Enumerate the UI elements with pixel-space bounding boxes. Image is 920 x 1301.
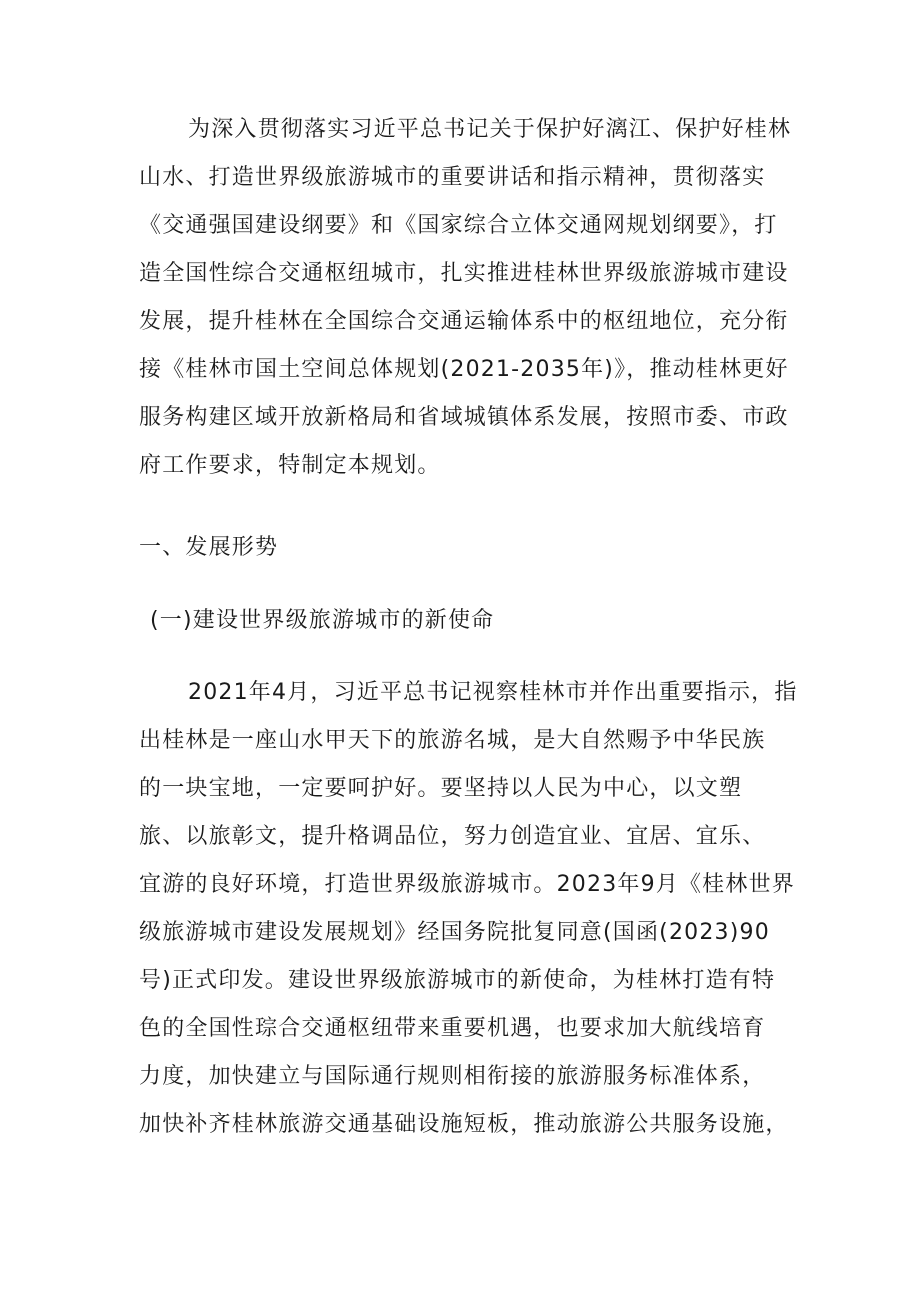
- body-line: 的一块宝地，一定要呵护好。要坚持以人民为中心，以文塑: [139, 776, 743, 801]
- body-line: 力度，加快建立与国际通行规则相衔接的旅游服务标准体系，: [139, 1064, 766, 1089]
- intro-line: 造全国性综合交通枢纽城市，扎实推进桂林世界级旅游城市建设: [139, 261, 789, 286]
- intro-line: 为深入贯彻落实习近平总书记关于保护好漓江、保护好桂林: [188, 117, 792, 142]
- body-line: 加快补齐桂林旅游交通基础设施短板，推动旅游公共服务设施，: [139, 1112, 789, 1137]
- intro-line: 发展，提升桂林在全国综合交通运输体系中的枢纽地位，充分衔: [139, 309, 789, 334]
- body-line: 旅、以旅彰文，提升格调品位，努力创造宜业、宜居、宜乐、: [139, 824, 766, 849]
- body-line: 级旅游城市建设发展规划》经国务院批复同意(国函(2023)90: [139, 920, 770, 945]
- intro-line: 服务构建区域开放新格局和省域城镇体系发展，按照市委、市政: [139, 405, 789, 430]
- intro-line: 接《桂林市国土空间总体规划(2021-2035年)》，推动桂林更好: [139, 357, 789, 382]
- intro-line: 山水、打造世界级旅游城市的重要讲话和指示精神，贯彻落实: [139, 165, 766, 190]
- body-line: 号)正式印发。建设世界级旅游城市的新使命，为桂林打造有特: [139, 968, 776, 993]
- body-line: 色的全国性琮合交通枢纽带来重要机遇，也要求加大航线培育: [139, 1016, 766, 1041]
- body-line: 出桂林是一座山水甲天下的旅游名城，是大自然赐予中华民族: [139, 728, 766, 753]
- intro-line: 《交通强国建设纲要》和《国家综合立体交通网规划纲要》，打: [139, 213, 778, 238]
- subsection-heading: (一)建设世界级旅游城市的新使命: [150, 608, 495, 633]
- intro-line: 府工作要求，特制定本规划。: [139, 453, 441, 478]
- body-line: 宜游的良好环境，打造世界级旅游城市。2023年9月《桂林世界: [139, 872, 795, 897]
- body-line: 2021年4月，习近平总书记视察桂林市并作出重要指示，指: [188, 680, 798, 705]
- section-heading: 一、发展形势: [139, 535, 279, 560]
